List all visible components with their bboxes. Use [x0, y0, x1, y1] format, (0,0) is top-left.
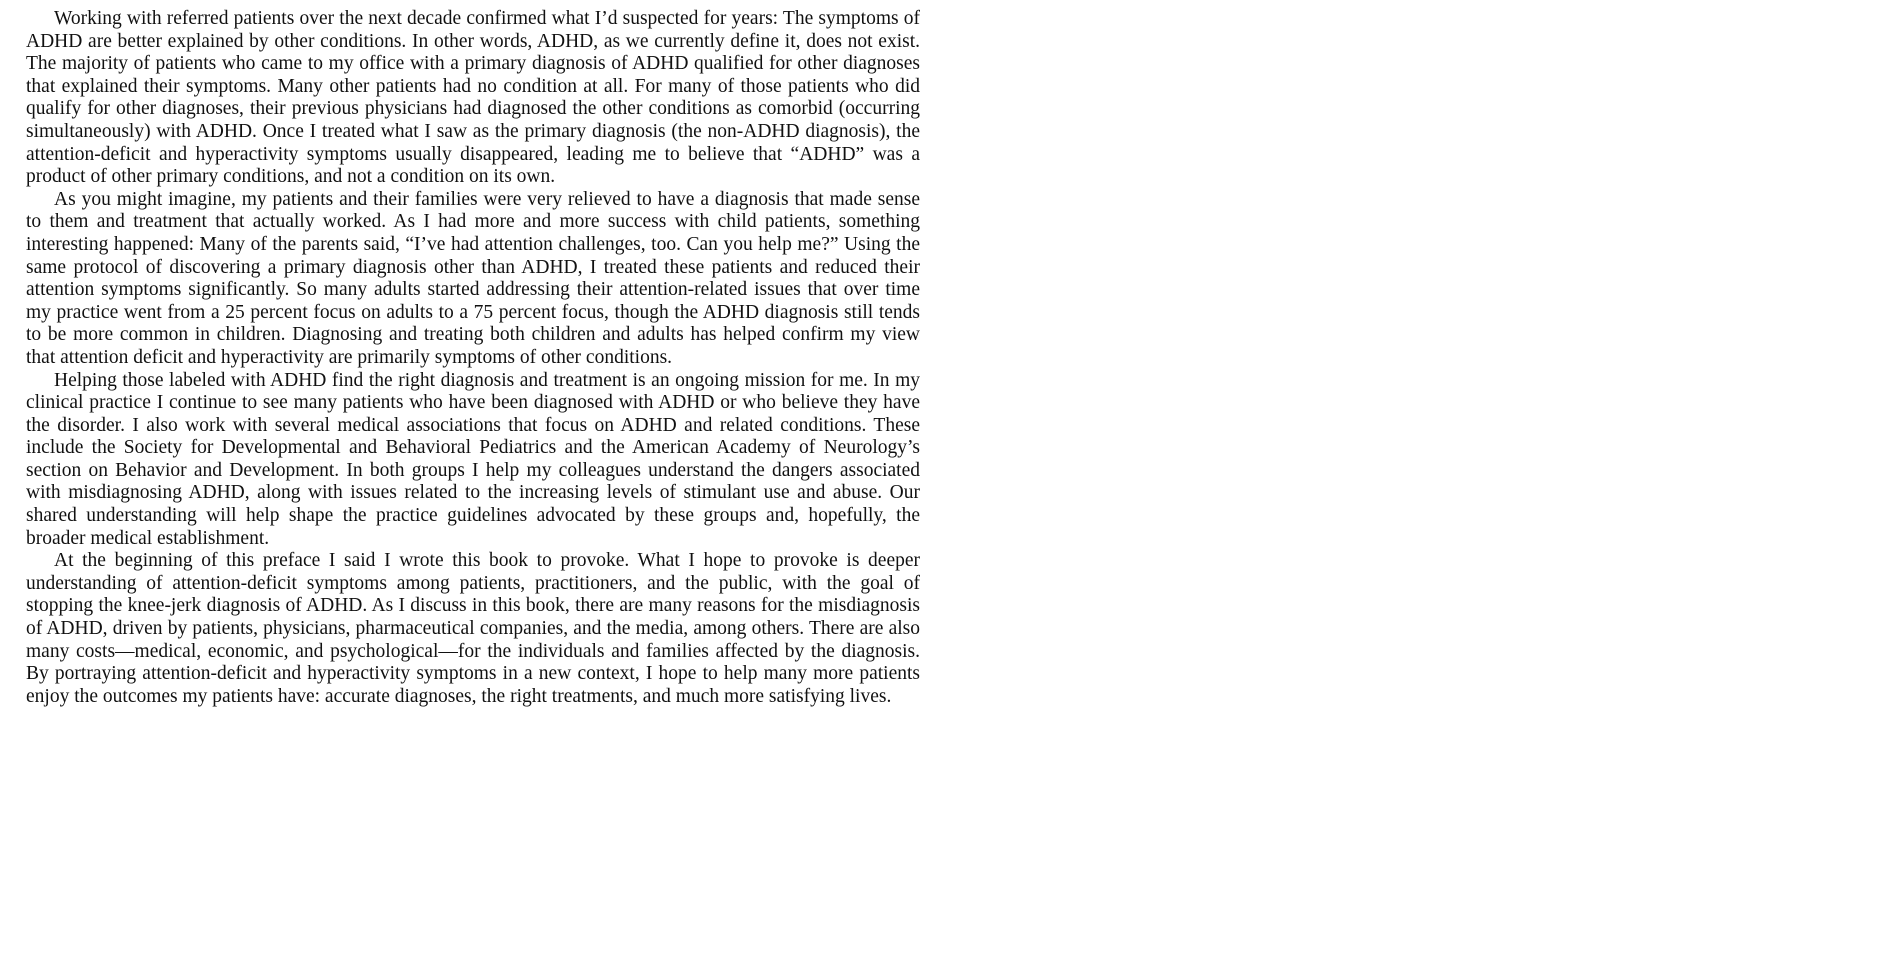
document-body: [26, 8, 920, 708]
paragraph-referred-patients: Working with referred patients over the next decade confirmed what I’d suspected for years: The symptoms of ADHD are better explained by other conditions. In other words, ADHD, as we currently define it, does not exist. The majority of patients who came to my office with a primary diagnosis of ADHD qualified for other diagnoses that explained their symptoms. Many other patients had no condition at all. For many of those patients who did qualify for other diagnoses, their previous physicians had diagnosed the other conditions as comorbid (occurring simultaneously) with ADHD. Once I treated what I saw as the primary diagnosis (the non-ADHD diagnosis), the attention-deficit and hyperactivity symptoms usually disappeared, leading me to believe that “ADHD” was a product of other primary conditions, and not a condition on its own.: [26, 8, 920, 188]
paragraph-ongoing-mission: Helping those labeled with ADHD find the right diagnosis and treatment is an ongoing mission for me. In my clinical practice I continue to see many patients who have been diagnosed with ADHD or who believe they have the disorder. I also work with several medical associations that focus on ADHD and related conditions. These include the Society for Developmental and Behavioral Pediatrics and the American Academy of Neurology’s section on Behavior and Development. In both groups I help my colleagues understand the dangers associated with misdiagnosing ADHD, along with issues related to the increasing levels of stimulant use and abuse. Our shared understanding will help shape the practice guidelines advocated by these groups and, hopefully, the broader medical establishment.: [26, 369, 920, 549]
paragraph-preface-provoke: At the beginning of this preface I said I wrote this book to provoke. What I hope to provoke is deeper understanding of attention-deficit symptoms among patients, practitioners, and the public, with the goal of stopping the knee-jerk diagnosis of ADHD. As I discuss in this book, there are many reasons for the misdiagnosis of ADHD, driven by patients, physicians, pharmaceutical companies, and the media, among others. There are also many costs—medical, economic, and psychological—for the individuals and families affected by the diagnosis. By portraying attention-deficit and hyperactivity symptoms in a new context, I hope to help many more patients enjoy the outcomes my patients have: accurate diagnoses, the right treatments, and much more satisfying lives.: [26, 550, 920, 707]
paragraph-patients-relieved: As you might imagine, my patients and their families were very relieved to have a diagnosis that made sense to them and treatment that actually worked. As I had more and more success with child patients, something interesting happened: Many of the parents said, “I’ve had attention challenges, too. Can you help me?” Using the same protocol of discovering a primary diagnosis other than ADHD, I treated these patients and reduced their attention symptoms significantly. So many adults started addressing their attention-related issues that over time my practice went from a 25 percent focus on adults to a 75 percent focus, though the ADHD diagnosis still tends to be more common in children. Diagnosing and treating both children and adults has helped confirm my view that attention deficit and hyperactivity are primarily symptoms of other conditions.: [26, 188, 920, 368]
